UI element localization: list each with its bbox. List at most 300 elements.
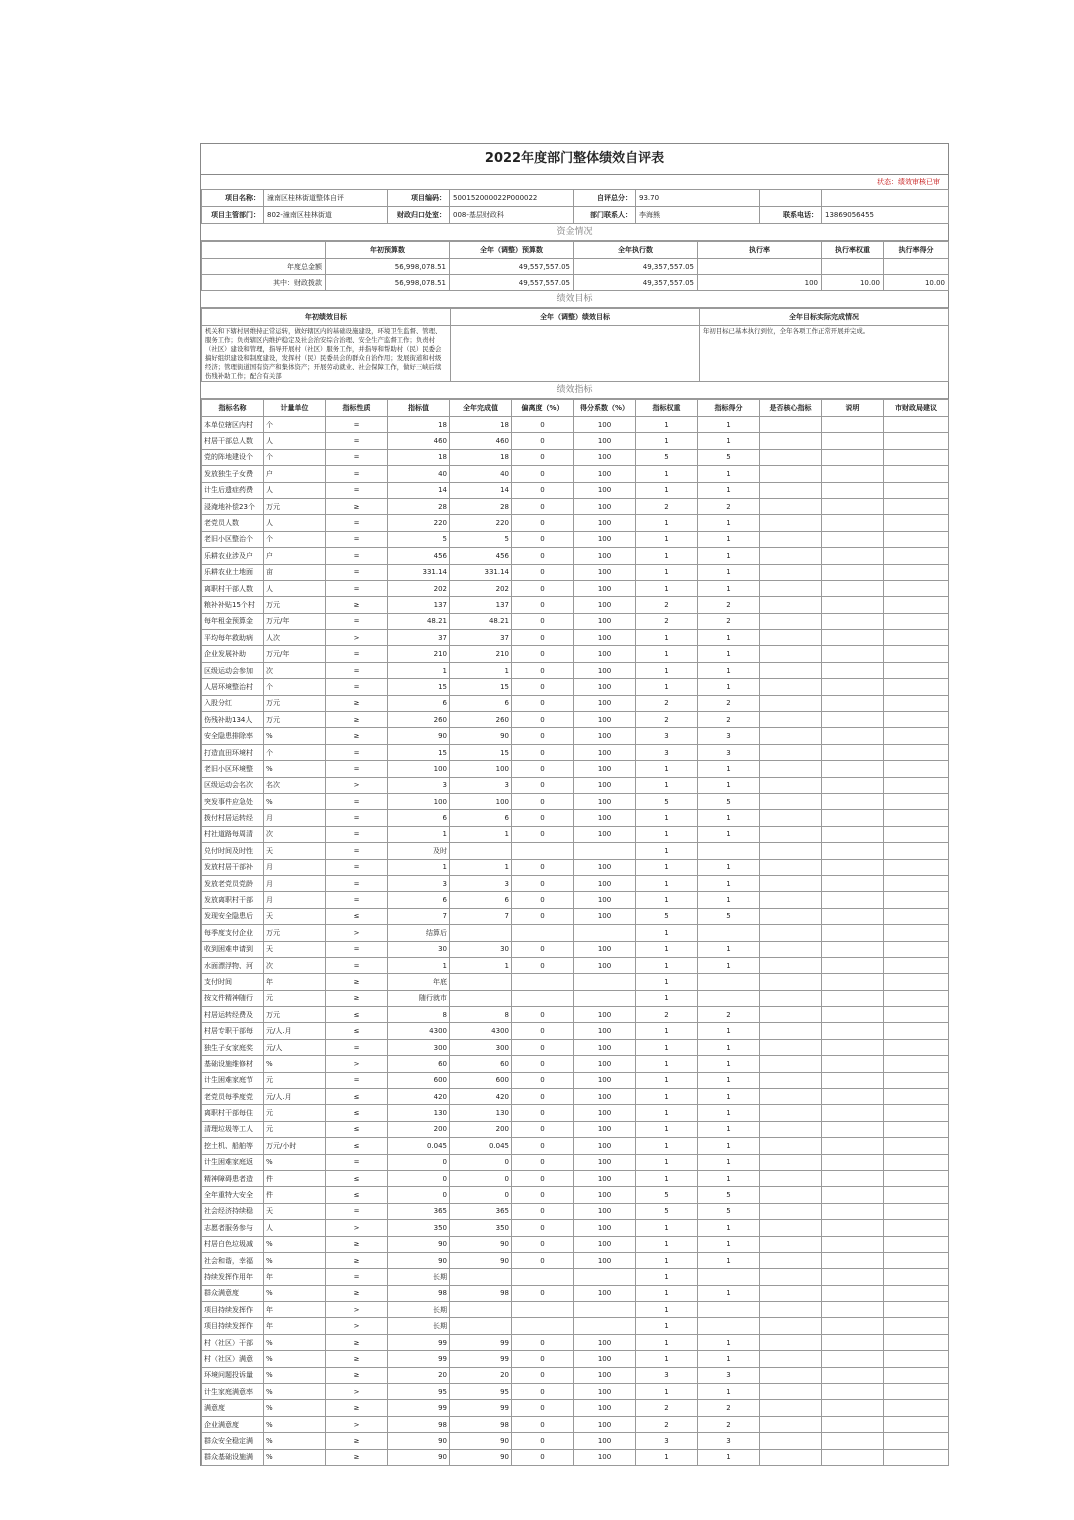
indicator-actual: 6 (450, 892, 512, 908)
funds-weight-value (822, 259, 884, 275)
indicator-operator: ≤ (326, 1187, 388, 1203)
indicator-score: 1 (698, 1351, 760, 1367)
indicator-target: 40 (388, 466, 450, 482)
indicator-core (760, 1318, 822, 1334)
indicator-deviation: 0 (512, 793, 574, 809)
table-row (202, 1269, 949, 1285)
indicator-suggestion (884, 1384, 949, 1400)
indicator-core (760, 1351, 822, 1367)
indicator-deviation: 0 (512, 1220, 574, 1236)
funds-executed-value: 49,357,557.05 (574, 275, 698, 291)
project-name-label: 项目名称： (202, 190, 264, 207)
indicator-coefficient: 100 (574, 1351, 636, 1367)
indicator-actual: 260 (450, 712, 512, 728)
indicator-note (822, 1302, 884, 1318)
indicator-score: 1 (698, 761, 760, 777)
indicator-note (822, 859, 884, 875)
indicator-target: 14 (388, 482, 450, 498)
indicator-unit: 元 (264, 1105, 326, 1121)
indicator-operator: ≤ (326, 1170, 388, 1186)
indicator-target: 6 (388, 810, 450, 826)
indicator-coefficient: 100 (574, 597, 636, 613)
indicator-target: 350 (388, 1220, 450, 1236)
indicator-operator: ≥ (326, 728, 388, 744)
indicator-coefficient (574, 843, 636, 859)
indicator-name: 发放离职村干部 (202, 892, 264, 908)
table-row (202, 1121, 949, 1137)
indicator-deviation: 0 (512, 941, 574, 957)
indicator-operator: ≤ (326, 1089, 388, 1105)
indicator-coefficient: 100 (574, 531, 636, 547)
indicator-unit: 元 (264, 990, 326, 1006)
indicator-unit: % (264, 728, 326, 744)
indicator-core (760, 531, 822, 547)
indicator-unit: 人 (264, 515, 326, 531)
indicator-note (822, 1072, 884, 1088)
indicator-operator: = (326, 1154, 388, 1170)
indicator-suggestion (884, 1187, 949, 1203)
indicator-core (760, 974, 822, 990)
indicator-score: 1 (698, 957, 760, 973)
indicator-target: 98 (388, 1416, 450, 1432)
indicator-core (760, 515, 822, 531)
indicator-name: 乐耕农业土地面 (202, 564, 264, 580)
indicator-core (760, 548, 822, 564)
indicator-operator: > (326, 630, 388, 646)
indicator-coefficient: 100 (574, 1170, 636, 1186)
indicator-suggestion (884, 1367, 949, 1383)
indicator-coefficient: 100 (574, 646, 636, 662)
indicator-suggestion (884, 433, 949, 449)
indicator-deviation: 0 (512, 826, 574, 842)
indicator-operator: = (326, 859, 388, 875)
indicator-score: 1 (698, 1154, 760, 1170)
indicator-name: 企业满意度 (202, 1416, 264, 1432)
indicator-coefficient (574, 925, 636, 941)
funds-adjusted-value: 49,557,557.05 (450, 259, 574, 275)
indicator-weight: 2 (636, 498, 698, 514)
indicator-suggestion (884, 875, 949, 891)
indicator-actual: 456 (450, 548, 512, 564)
indicator-score (698, 1318, 760, 1334)
indicator-core (760, 580, 822, 596)
indicator-name: 离职村干部人数 (202, 580, 264, 596)
indicator-note (822, 843, 884, 859)
indicator-target: 99 (388, 1400, 450, 1416)
indicator-deviation (512, 990, 574, 1006)
indicator-actual (450, 1269, 512, 1285)
goals-header-initial: 年初绩效目标 (202, 309, 451, 326)
indicator-header-cell: 是否核心指标 (760, 400, 822, 417)
indicator-name: 区级运动会参加 (202, 662, 264, 678)
indicator-suggestion (884, 1269, 949, 1285)
indicator-suggestion (884, 1220, 949, 1236)
indicator-deviation: 0 (512, 646, 574, 662)
indicator-actual: 18 (450, 449, 512, 465)
indicator-actual: 137 (450, 597, 512, 613)
indicator-actual: 100 (450, 793, 512, 809)
indicator-unit: 件 (264, 1187, 326, 1203)
indicator-core (760, 1187, 822, 1203)
indicator-weight: 1 (636, 892, 698, 908)
indicator-weight: 5 (636, 908, 698, 924)
indicator-core (760, 1023, 822, 1039)
indicator-note (822, 1007, 884, 1023)
indicator-header-cell: 市财政局建议 (884, 400, 949, 417)
indicator-weight: 1 (636, 1351, 698, 1367)
indicator-unit: 月 (264, 875, 326, 891)
indicator-actual (450, 1302, 512, 1318)
indicator-unit: 户 (264, 466, 326, 482)
indicator-weight: 1 (636, 925, 698, 941)
table-row (202, 1384, 949, 1400)
indicator-coefficient: 100 (574, 564, 636, 580)
indicator-unit: % (264, 1334, 326, 1350)
table-row (202, 1334, 949, 1350)
indicator-weight: 1 (636, 1318, 698, 1334)
indicator-suggestion (884, 1285, 949, 1301)
indicator-note (822, 744, 884, 760)
indicator-note (822, 695, 884, 711)
indicator-score: 1 (698, 1105, 760, 1121)
indicator-suggestion (884, 695, 949, 711)
indicator-weight: 5 (636, 793, 698, 809)
indicator-note (822, 679, 884, 695)
indicator-deviation: 0 (512, 482, 574, 498)
indicator-actual: 98 (450, 1285, 512, 1301)
indicator-name: 水面漂浮物、河 (202, 957, 264, 973)
indicator-name: 突发事件应急处 (202, 793, 264, 809)
indicator-name: 计生后遗症药费 (202, 482, 264, 498)
funds-score-value (884, 259, 949, 275)
self-score-value: 93.70 (636, 190, 760, 207)
goals-table (201, 308, 949, 382)
indicator-score (698, 990, 760, 1006)
indicator-core (760, 1269, 822, 1285)
indicator-unit: 个 (264, 449, 326, 465)
indicator-note (822, 1105, 884, 1121)
indicator-note (822, 1285, 884, 1301)
indicator-unit: % (264, 1367, 326, 1383)
indicator-unit: 亩 (264, 564, 326, 580)
indicator-core (760, 433, 822, 449)
indicator-target: 20 (388, 1367, 450, 1383)
indicator-score: 2 (698, 1400, 760, 1416)
indicator-core (760, 564, 822, 580)
indicator-operator: = (326, 679, 388, 695)
indicator-unit: 年 (264, 1302, 326, 1318)
table-row (202, 695, 949, 711)
indicator-score: 2 (698, 597, 760, 613)
indicator-actual: 95 (450, 1384, 512, 1400)
indicator-deviation: 0 (512, 1089, 574, 1105)
indicator-note (822, 777, 884, 793)
indicator-header-cell: 指标得分 (698, 400, 760, 417)
indicator-note (822, 1252, 884, 1268)
indicator-actual: 7 (450, 908, 512, 924)
indicator-score: 2 (698, 695, 760, 711)
table-row (202, 777, 949, 793)
table-row (202, 1252, 949, 1268)
indicator-score: 1 (698, 1138, 760, 1154)
indicator-name: 项目持续发挥作 (202, 1302, 264, 1318)
indicator-deviation: 0 (512, 613, 574, 629)
indicator-score: 1 (698, 515, 760, 531)
indicator-target: 1 (388, 859, 450, 875)
indicator-name: 按文件精神随行 (202, 990, 264, 1006)
indicator-actual: 0.045 (450, 1138, 512, 1154)
indicator-actual: 90 (450, 1449, 512, 1465)
indicator-weight: 1 (636, 941, 698, 957)
dept-label: 项目主管部门： (202, 207, 264, 224)
indicator-coefficient (574, 1302, 636, 1318)
indicator-actual: 90 (450, 728, 512, 744)
indicator-note (822, 974, 884, 990)
indicator-deviation: 0 (512, 761, 574, 777)
indicator-note (822, 1318, 884, 1334)
indicator-note (822, 925, 884, 941)
indicator-operator: ≥ (326, 498, 388, 514)
indicator-weight: 1 (636, 957, 698, 973)
indicator-deviation: 0 (512, 580, 574, 596)
indicator-coefficient: 100 (574, 712, 636, 728)
indicator-actual: 4300 (450, 1023, 512, 1039)
indicator-name: 群众基础设施满 (202, 1449, 264, 1465)
indicator-deviation: 0 (512, 1400, 574, 1416)
table-row (202, 1187, 949, 1203)
indicator-unit: % (264, 793, 326, 809)
indicator-operator: = (326, 761, 388, 777)
indicator-core (760, 810, 822, 826)
indicator-actual (450, 843, 512, 859)
indicator-name: 乐耕农业涉及户 (202, 548, 264, 564)
indicator-operator: ≤ (326, 908, 388, 924)
table-row (202, 761, 949, 777)
indicator-core (760, 679, 822, 695)
indicator-score: 1 (698, 417, 760, 433)
indicator-unit: 元/人.月 (264, 1023, 326, 1039)
indicator-name: 发放老党员党龄 (202, 875, 264, 891)
indicator-weight: 1 (636, 531, 698, 547)
indicator-core (760, 826, 822, 842)
indicator-operator: ≥ (326, 1236, 388, 1252)
indicator-target: 1 (388, 826, 450, 842)
indicator-operator: ≥ (326, 712, 388, 728)
indicator-score (698, 1302, 760, 1318)
indicator-note (822, 1400, 884, 1416)
indicator-operator: > (326, 925, 388, 941)
indicator-note (822, 990, 884, 1006)
indicator-weight: 1 (636, 810, 698, 826)
indicator-note (822, 1187, 884, 1203)
phone-value: 13869056455 (822, 207, 949, 224)
indicator-actual: 90 (450, 1252, 512, 1268)
indicator-core (760, 1089, 822, 1105)
table-row (202, 449, 949, 465)
indicator-suggestion (884, 613, 949, 629)
funds-initial-value: 56,998,078.51 (326, 275, 450, 291)
table-row (202, 712, 949, 728)
indicator-name: 老旧小区环境整 (202, 761, 264, 777)
indicator-core (760, 662, 822, 678)
indicator-suggestion (884, 1236, 949, 1252)
indicator-unit: 天 (264, 1203, 326, 1219)
indicator-unit: % (264, 1285, 326, 1301)
indicator-unit: 次 (264, 957, 326, 973)
indicator-name: 拨付村居运转经 (202, 810, 264, 826)
indicator-name: 发放村居干部补 (202, 859, 264, 875)
indicator-score: 2 (698, 712, 760, 728)
indicator-weight: 3 (636, 744, 698, 760)
indicator-unit: 天 (264, 843, 326, 859)
indicator-core (760, 1384, 822, 1400)
indicator-suggestion (884, 1056, 949, 1072)
indicator-unit: 次 (264, 826, 326, 842)
indicator-core (760, 777, 822, 793)
indicator-suggestion (884, 679, 949, 695)
indicator-weight: 1 (636, 1252, 698, 1268)
indicator-operator: ≥ (326, 990, 388, 1006)
indicator-suggestion (884, 728, 949, 744)
indicator-operator: = (326, 875, 388, 891)
indicator-operator: = (326, 646, 388, 662)
indicator-score: 5 (698, 1187, 760, 1203)
indicator-deviation: 0 (512, 597, 574, 613)
indicator-suggestion (884, 1007, 949, 1023)
indicator-actual (450, 925, 512, 941)
indicator-core (760, 1334, 822, 1350)
indicator-score: 3 (698, 744, 760, 760)
indicator-note (822, 1384, 884, 1400)
indicator-weight: 3 (636, 1367, 698, 1383)
indicator-weight: 5 (636, 1187, 698, 1203)
indicator-deviation: 0 (512, 515, 574, 531)
indicator-coefficient: 100 (574, 957, 636, 973)
indicator-name: 村（社区）干部 (202, 1334, 264, 1350)
indicator-actual (450, 1318, 512, 1334)
indicator-weight: 2 (636, 597, 698, 613)
indicator-core (760, 695, 822, 711)
table-row (202, 892, 949, 908)
indicator-note (822, 417, 884, 433)
funds-header-cell: 全年（调整）预算数 (450, 242, 574, 259)
indicator-core (760, 1220, 822, 1236)
indicator-deviation: 0 (512, 957, 574, 973)
indicator-score: 1 (698, 630, 760, 646)
table-row (202, 597, 949, 613)
indicator-deviation (512, 974, 574, 990)
indicator-target: 18 (388, 417, 450, 433)
indicator-operator: ≥ (326, 1285, 388, 1301)
indicator-core (760, 761, 822, 777)
table-row (202, 974, 949, 990)
indicator-deviation: 0 (512, 1023, 574, 1039)
indicator-score: 1 (698, 1121, 760, 1137)
indicator-target: 年底 (388, 974, 450, 990)
indicators-header-row (202, 400, 949, 417)
indicator-deviation: 0 (512, 1433, 574, 1449)
funds-rate-value (698, 259, 822, 275)
indicator-note (822, 908, 884, 924)
table-row (202, 925, 949, 941)
indicator-weight: 2 (636, 1416, 698, 1432)
indicator-coefficient: 100 (574, 826, 636, 842)
indicator-note (822, 1170, 884, 1186)
indicator-note (822, 1039, 884, 1055)
indicator-name: 兑付时间及时性 (202, 843, 264, 859)
indicator-target: 长期 (388, 1318, 450, 1334)
table-row (202, 580, 949, 596)
indicator-coefficient: 100 (574, 1285, 636, 1301)
indicator-unit: % (264, 1384, 326, 1400)
indicator-header-cell: 偏离度（%） (512, 400, 574, 417)
indicator-coefficient: 100 (574, 1384, 636, 1400)
indicator-target: 99 (388, 1334, 450, 1350)
indicator-unit: 月 (264, 892, 326, 908)
finance-office-label: 财政归口处室： (388, 207, 450, 224)
indicator-core (760, 1449, 822, 1465)
indicator-unit: 元/人.月 (264, 1089, 326, 1105)
indicator-coefficient: 100 (574, 777, 636, 793)
indicator-suggestion (884, 1400, 949, 1416)
indicator-suggestion (884, 466, 949, 482)
indicator-weight: 5 (636, 449, 698, 465)
indicator-unit: 件 (264, 1170, 326, 1186)
indicator-deviation: 0 (512, 1334, 574, 1350)
indicator-deviation: 0 (512, 1203, 574, 1219)
indicator-weight: 1 (636, 515, 698, 531)
indicator-deviation: 0 (512, 531, 574, 547)
indicator-suggestion (884, 826, 949, 842)
indicator-suggestion (884, 1449, 949, 1465)
project-code-label: 项目编码： (388, 190, 450, 207)
indicator-weight: 1 (636, 1138, 698, 1154)
table-row (202, 1056, 949, 1072)
indicator-unit: 年 (264, 974, 326, 990)
indicator-deviation: 0 (512, 564, 574, 580)
table-row (202, 1236, 949, 1252)
indicator-suggestion (884, 777, 949, 793)
indicator-note (822, 1056, 884, 1072)
indicator-score: 1 (698, 482, 760, 498)
indicator-name: 企业发展补助 (202, 646, 264, 662)
indicator-score: 1 (698, 564, 760, 580)
indicators-table (201, 399, 949, 1466)
table-row (202, 482, 949, 498)
indicator-header-cell: 指标值 (388, 400, 450, 417)
indicator-note (822, 433, 884, 449)
indicator-deviation: 0 (512, 1285, 574, 1301)
indicator-score: 3 (698, 728, 760, 744)
indicator-coefficient (574, 1269, 636, 1285)
indicator-suggestion (884, 597, 949, 613)
indicator-operator: = (326, 892, 388, 908)
indicator-weight: 1 (636, 777, 698, 793)
indicator-suggestion (884, 1302, 949, 1318)
indicator-coefficient: 100 (574, 1449, 636, 1465)
indicator-target: 98 (388, 1285, 450, 1301)
indicator-target: 100 (388, 793, 450, 809)
indicator-target: 60 (388, 1056, 450, 1072)
indicator-deviation: 0 (512, 1351, 574, 1367)
indicator-weight: 2 (636, 712, 698, 728)
table-row (202, 1072, 949, 1088)
indicator-operator: = (326, 531, 388, 547)
indicator-operator: ≥ (326, 1449, 388, 1465)
indicator-suggestion (884, 957, 949, 973)
indicator-actual: 365 (450, 1203, 512, 1219)
indicator-operator: ≤ (326, 1121, 388, 1137)
